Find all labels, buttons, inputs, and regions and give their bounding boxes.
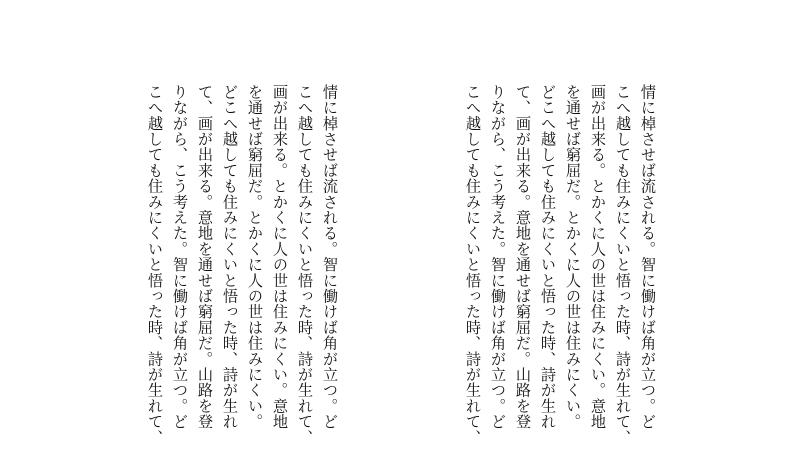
text-line: こへ越しても住みにくいと悟った時、詩が生れて、 bbox=[146, 84, 164, 446]
text-block-left bbox=[142, 84, 342, 446]
text-line: 情に棹させば流される。智に働けば角が立つ。ど bbox=[321, 84, 339, 430]
text-line: どこへ越しても住みにくいと悟った時、詩が生れ bbox=[221, 84, 239, 430]
text-line: て、画が出来る。意地を通せば窮屈だ。山路を登 bbox=[196, 84, 214, 430]
text-line: 画が出来る。とかくに人の世は住みにくい。意地 bbox=[271, 84, 289, 430]
text-line: こへ越しても住みにくいと悟った時、詩が生れて、 bbox=[614, 84, 632, 446]
text-line: を通せば窮屈だ。とかくに人の世は住みにくい。 bbox=[564, 84, 582, 430]
text-line: どこへ越しても住みにくいと悟った時、詩が生れ bbox=[539, 84, 557, 430]
text-line: こへ越しても住みにくいと悟った時、詩が生れて、 bbox=[464, 84, 482, 446]
text-line: て、画が出来る。意地を通せば窮屈だ。山路を登 bbox=[514, 84, 532, 430]
text-line: りながら、こう考えた。智に働けば角が立つ。ど bbox=[489, 84, 507, 430]
text-line: 情に棹させば流される。智に働けば角が立つ。ど bbox=[639, 84, 657, 430]
text-line: 画が出来る。とかくに人の世は住みにくい。意地 bbox=[589, 84, 607, 430]
text-block-right bbox=[460, 84, 660, 446]
text-line: りながら、こう考えた。智に働けば角が立つ。ど bbox=[171, 84, 189, 430]
text-line: こへ越しても住みにくいと悟った時、詩が生れて、 bbox=[296, 84, 314, 446]
text-line: を通せば窮屈だ。とかくに人の世は住みにくい。 bbox=[246, 84, 264, 430]
